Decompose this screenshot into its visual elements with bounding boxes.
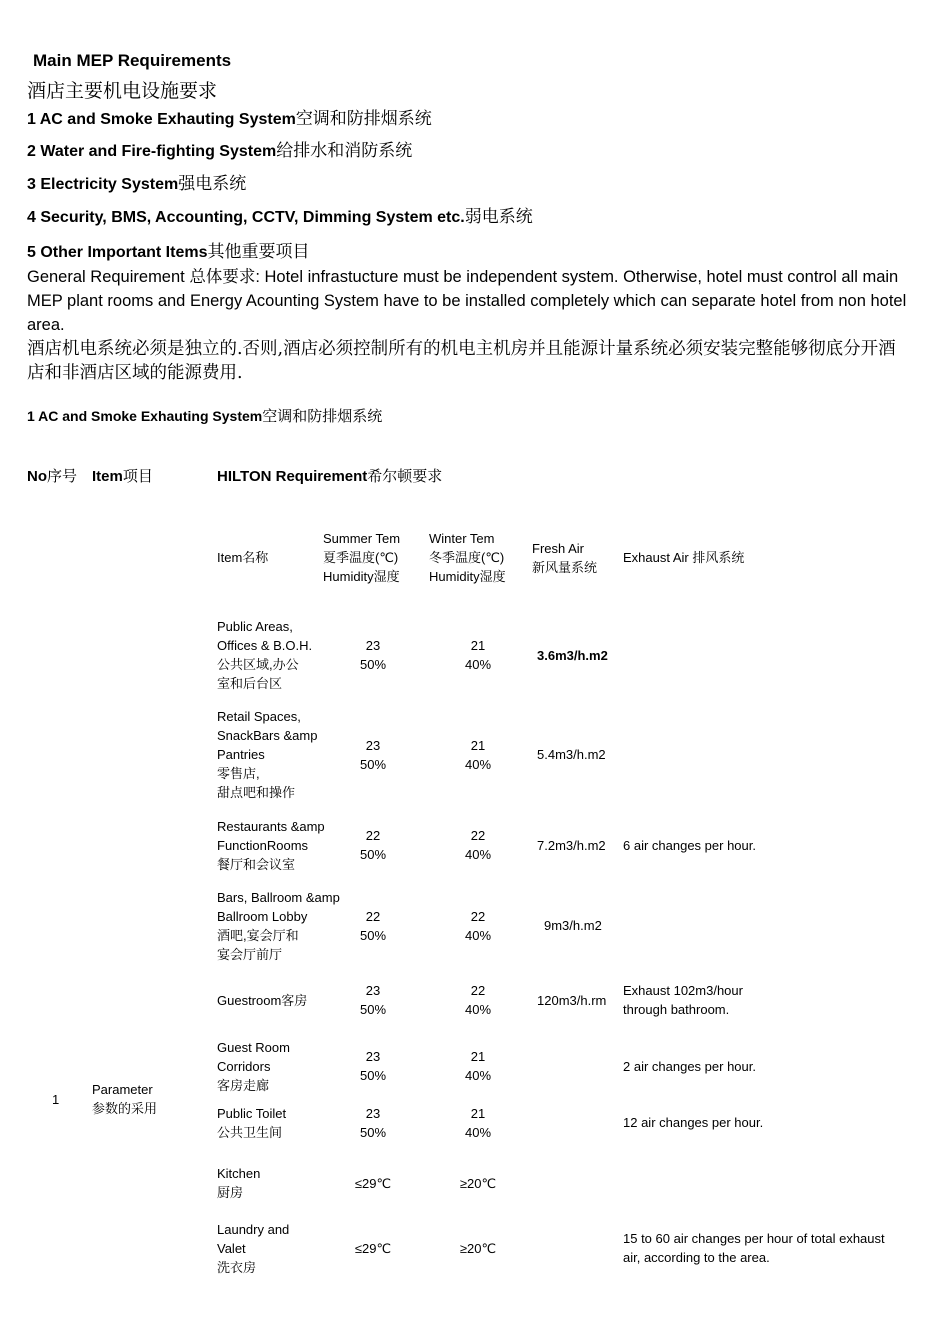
section-5-cn: 其他重要项目 <box>207 242 310 262</box>
row-5-exhaust-line-1: Exhaust 102m3/hour <box>623 983 743 998</box>
subheader-winter <box>429 529 506 586</box>
col-requirement-header <box>217 465 442 486</box>
row-9-summer: ≤29℃ <box>354 1241 392 1256</box>
row-1-winter-humidity: 40% <box>464 657 492 672</box>
row-group-item <box>92 1080 157 1118</box>
row-4-name <box>217 888 340 964</box>
row-group-item-line-2: 参数的采用 <box>92 1101 158 1116</box>
row-6-winter-humidity: 40% <box>464 1068 492 1083</box>
row-7-exhaust: 12 air changes per hour. <box>623 1115 764 1130</box>
col-requirement-header-cn: 希尔顿要求 <box>367 467 443 485</box>
row-4-fresh: 9m3/h.m2 <box>544 918 602 933</box>
subheader-summer-line-1: Summer Tem <box>323 531 401 546</box>
section-4-en: 4 Security, BMS, Accounting, CCTV, Dimming System etc. <box>27 209 465 226</box>
row-3-summer <box>343 826 403 864</box>
row-3-winter-humidity: 40% <box>464 847 492 862</box>
row-7-name-line-1: Public Toilet <box>217 1106 287 1121</box>
row-5-summer-humidity: 50% <box>359 1002 387 1017</box>
row-6-winter-temp: 21 <box>470 1049 486 1064</box>
row-5-summer <box>343 981 403 1019</box>
row-5-winter-humidity: 40% <box>464 1002 492 1017</box>
row-2-name-line-2: SnackBars &amp <box>217 728 318 743</box>
row-1-summer <box>343 636 403 674</box>
row-8-name-line-2: 厨房 <box>217 1185 244 1200</box>
row-4-winter-humidity: 40% <box>464 928 492 943</box>
section-5 <box>27 237 309 262</box>
row-3-name <box>217 817 325 874</box>
row-group-item-line-1: Parameter <box>92 1082 153 1097</box>
row-5-fresh: 120m3/h.rm <box>537 993 607 1008</box>
section-2-cn: 给排水和消防系统 <box>276 141 413 161</box>
row-6-name-line-2: Corridors <box>217 1059 271 1074</box>
col-item-header-en: Item <box>92 468 123 485</box>
section-4 <box>27 202 533 227</box>
row-8-winter: ≥20℃ <box>459 1176 497 1191</box>
row-5-summer-temp: 23 <box>365 983 381 998</box>
row-3-winter <box>448 826 508 864</box>
row-9-exhaust-line-2: air, according to the area. <box>623 1250 770 1265</box>
row-1-name-line-2: Offices & B.O.H. <box>217 638 313 653</box>
subheader-fresh <box>532 539 597 577</box>
subheader-summer-line-3: Humidity湿度 <box>323 569 400 584</box>
row-6-name <box>217 1038 290 1095</box>
subheader-fresh-line-2: 新风量系统 <box>532 560 598 575</box>
row-9-name-line-1: Laundry and <box>217 1222 290 1237</box>
row-4-summer-temp: 22 <box>365 909 381 924</box>
row-3-name-line-1: Restaurants &amp <box>217 819 325 834</box>
row-3-winter-temp: 22 <box>470 828 486 843</box>
col-item-header <box>92 465 153 486</box>
row-9-exhaust-line-1: 15 to 60 air changes per hour of total exhaust <box>623 1231 885 1246</box>
row-3-summer-humidity: 50% <box>359 847 387 862</box>
row-7-summer-humidity: 50% <box>359 1125 387 1140</box>
row-4-winter-temp: 22 <box>470 909 486 924</box>
general-requirement-cn: 酒店机电系统必须是独立的.否则,酒店必须控制所有的机电主机房并且能源计量系统必须安装完整能够彻底分开酒店和非酒店区域的能源费用. <box>27 339 896 383</box>
row-6-summer <box>343 1047 403 1085</box>
page-title: Main MEP Requirements <box>33 51 232 70</box>
row-6-summer-humidity: 50% <box>359 1068 387 1083</box>
row-2-summer-humidity: 50% <box>359 757 387 772</box>
row-4-winter <box>448 907 508 945</box>
row-3-exhaust: 6 air changes per hour. <box>623 838 756 853</box>
row-2-name-line-5: 甜点吧和操作 <box>217 785 296 800</box>
row-5-name-line-1: Guestroom客房 <box>217 993 308 1008</box>
subsection-heading <box>27 405 382 426</box>
row-2-winter <box>448 736 508 774</box>
section-2 <box>27 136 412 161</box>
row-8-name <box>217 1164 260 1202</box>
row-2-name-line-4: 零售店, <box>217 766 260 781</box>
subheader-summer-line-2: 夏季温度(℃) <box>323 550 399 565</box>
row-2-name-line-3: Pantries <box>217 747 265 762</box>
subsection-heading-cn: 空调和防排烟系统 <box>262 407 383 425</box>
row-1-name <box>217 617 312 693</box>
row-6-summer-temp: 23 <box>365 1049 381 1064</box>
section-1-cn: 空调和防排烟系统 <box>295 109 432 129</box>
row-5-exhaust-line-2: through bathroom. <box>623 1002 730 1017</box>
row-4-summer-humidity: 50% <box>359 928 387 943</box>
row-8-summer: ≤29℃ <box>354 1176 392 1191</box>
section-2-en: 2 Water and Fire-fighting System <box>27 143 277 160</box>
section-1-en: 1 AC and Smoke Exhauting System <box>27 111 296 128</box>
subheader-winter-line-3: Humidity湿度 <box>429 569 506 584</box>
col-requirement-header-en: HILTON Requirement <box>217 468 368 485</box>
row-9-exhaust <box>623 1229 885 1267</box>
row-3-fresh: 7.2m3/h.m2 <box>537 838 606 853</box>
col-item-header-cn: 项目 <box>122 467 153 485</box>
section-3-cn: 强电系统 <box>178 174 247 194</box>
col-no-header-cn: 序号 <box>47 467 78 485</box>
row-1-winter <box>448 636 508 674</box>
row-2-winter-temp: 21 <box>470 738 486 753</box>
row-7-winter-temp: 21 <box>470 1106 486 1121</box>
section-3 <box>27 169 246 194</box>
row-1-winter-temp: 21 <box>470 638 486 653</box>
row-1-name-line-3: 公共区域,办公 <box>217 657 299 672</box>
general-requirement-en: General Requirement 总体要求: Hotel infrastucture must be independent system. Otherwise, hotel must control all main MEP plant rooms and Energy Acounting System have to be installed completely which can separate hotel from non hotel area. <box>27 268 907 334</box>
row-9-winter: ≥20℃ <box>459 1241 497 1256</box>
row-6-winter <box>448 1047 508 1085</box>
row-2-winter-humidity: 40% <box>464 757 492 772</box>
row-3-name-line-3: 餐厅和会议室 <box>217 857 296 872</box>
subheader-winter-line-1: Winter Tem <box>429 531 495 546</box>
row-1-summer-temp: 23 <box>365 638 381 653</box>
row-group-no: 1 <box>52 1092 60 1107</box>
section-4-cn: 弱电系统 <box>464 207 533 227</box>
row-5-exhaust <box>623 981 743 1019</box>
row-7-winter <box>448 1104 508 1142</box>
subheader-exhaust: Exhaust Air 排风系统 <box>623 550 745 565</box>
row-1-name-line-1: Public Areas, <box>217 619 293 634</box>
row-4-summer <box>343 907 403 945</box>
row-4-name-line-3: 酒吧,宴会厅和 <box>217 928 299 943</box>
row-2-summer-temp: 23 <box>365 738 381 753</box>
row-3-name-line-2: FunctionRooms <box>217 838 309 853</box>
row-2-name <box>217 707 317 802</box>
row-6-name-line-3: 客房走廊 <box>217 1078 270 1093</box>
row-4-name-line-1: Bars, Ballroom &amp <box>217 890 340 905</box>
subheader-item: Item名称 <box>217 550 269 565</box>
col-no-header <box>27 465 77 486</box>
row-7-winter-humidity: 40% <box>464 1125 492 1140</box>
row-7-summer-temp: 23 <box>365 1106 381 1121</box>
section-1 <box>27 104 432 129</box>
row-9-name <box>217 1220 289 1277</box>
page-title-cn: 酒店主要机电设施要求 <box>27 80 218 102</box>
row-9-name-line-2: Valet <box>217 1241 246 1256</box>
row-6-exhaust: 2 air changes per hour. <box>623 1059 756 1074</box>
section-3-en: 3 Electricity System <box>27 176 179 193</box>
row-4-name-line-4: 宴会厅前厅 <box>217 947 283 962</box>
row-4-name-line-2: Ballroom Lobby <box>217 909 308 924</box>
row-1-name-line-4: 室和后台区 <box>217 676 283 691</box>
row-5-winter <box>448 981 508 1019</box>
subheader-winter-line-2: 冬季温度(℃) <box>429 550 505 565</box>
row-2-name-line-1: Retail Spaces, <box>217 709 301 724</box>
row-6-name-line-1: Guest Room <box>217 1040 290 1055</box>
row-1-summer-humidity: 50% <box>359 657 387 672</box>
row-3-summer-temp: 22 <box>365 828 381 843</box>
subheader-summer <box>323 529 400 586</box>
subsection-heading-en: 1 AC and Smoke Exhauting System <box>27 408 263 424</box>
row-9-name-line-3: 洗衣房 <box>217 1260 257 1275</box>
row-2-fresh: 5.4m3/h.m2 <box>537 747 606 762</box>
subheader-fresh-line-1: Fresh Air <box>532 541 585 556</box>
row-5-winter-temp: 22 <box>470 983 486 998</box>
section-5-en: 5 Other Important Items <box>27 244 208 261</box>
col-no-header-en: No <box>27 468 47 485</box>
row-1-fresh: 3.6m3/h.m2 <box>537 648 608 663</box>
row-5-name <box>217 991 307 1010</box>
row-7-summer <box>343 1104 403 1142</box>
row-7-name <box>217 1104 286 1142</box>
row-2-summer <box>343 736 403 774</box>
row-8-name-line-1: Kitchen <box>217 1166 261 1181</box>
row-7-name-line-2: 公共卫生间 <box>217 1125 283 1140</box>
